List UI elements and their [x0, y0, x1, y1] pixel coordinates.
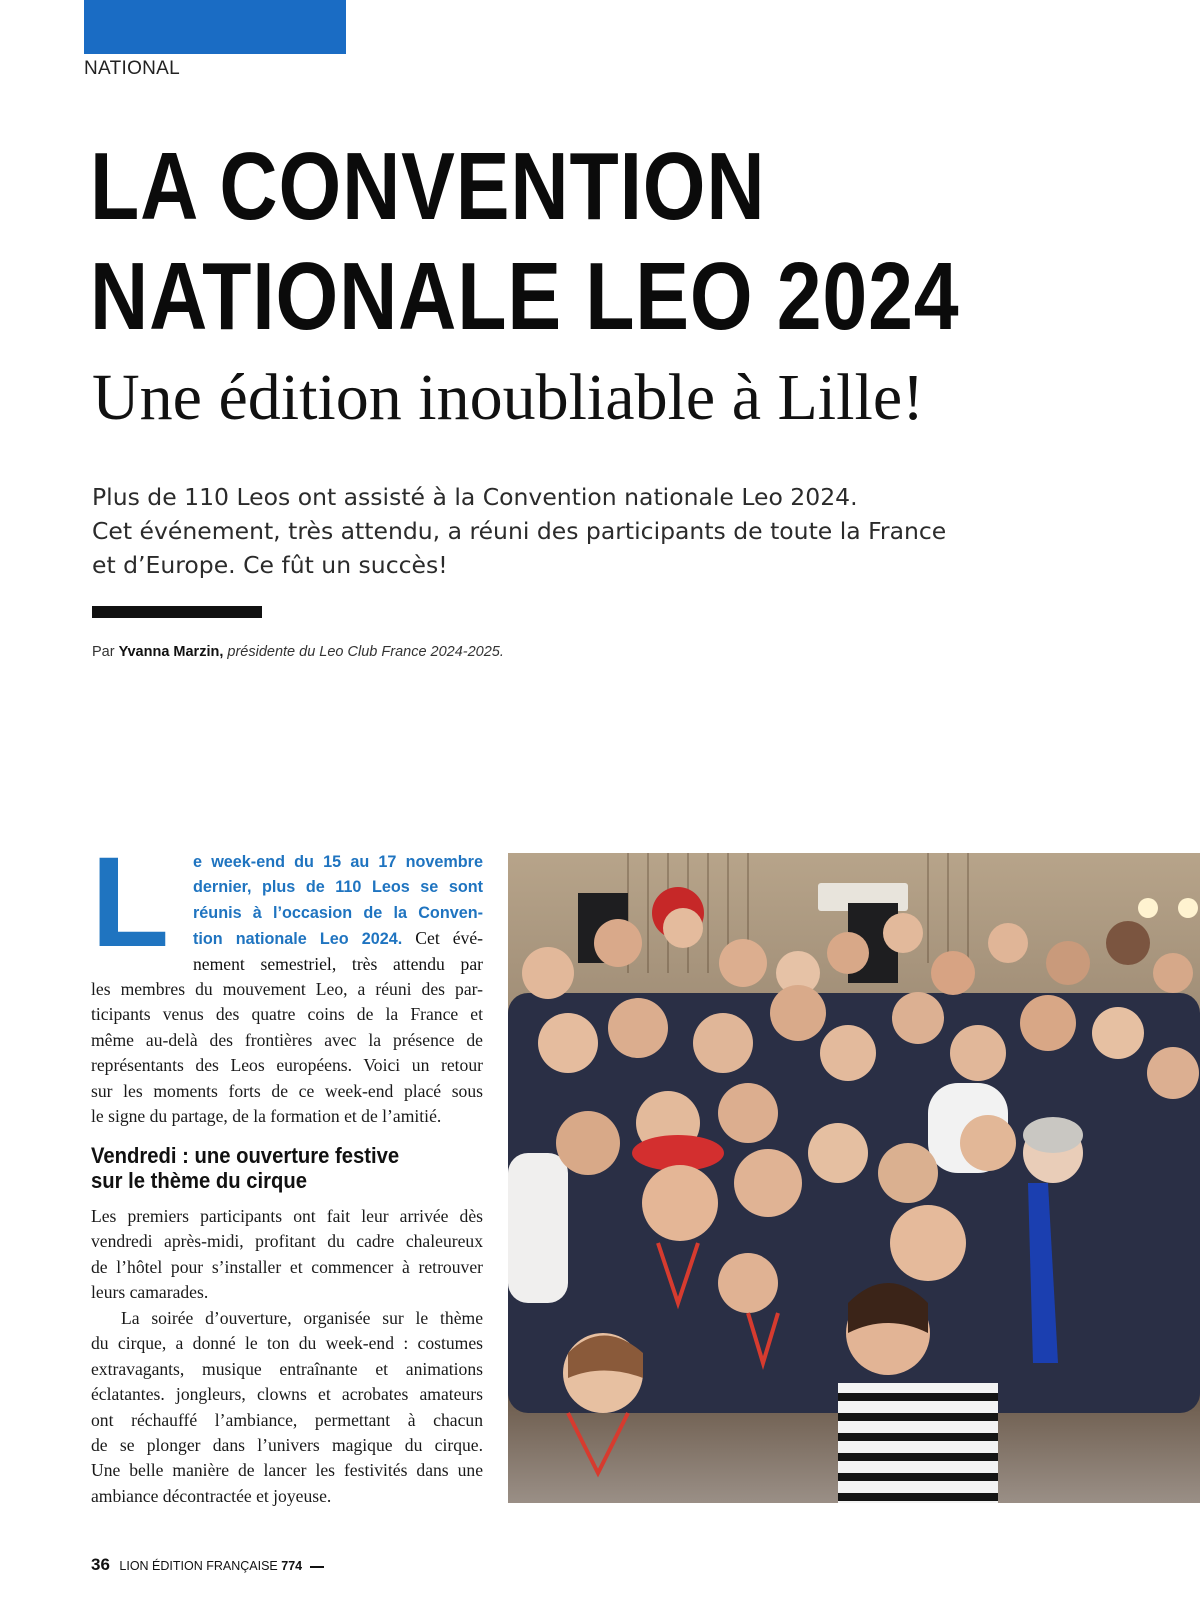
page-number: 36: [91, 1555, 110, 1574]
lede-text: tion nationale Leo 2024.: [193, 930, 403, 949]
body-line: éclatantes. jongleurs, clowns et acrobates amateurs: [91, 1384, 483, 1405]
body-line: ticipants venus des quatre coins de la France et: [91, 1004, 483, 1025]
section-label: NATIONAL: [84, 58, 181, 79]
body-line: extravagants, musique entraînante et animations: [91, 1358, 483, 1379]
body-line: les membres du mouvement Leo, a réuni des par-: [91, 979, 483, 999]
body-line: Une belle manière de lancer les festivités dans une: [91, 1460, 483, 1481]
title-line-1: LA CONVENTION: [90, 133, 766, 240]
page-footer: [91, 1555, 324, 1575]
intro-line: et d’Europe. Ce fût un succès!: [92, 551, 448, 579]
body-line: de l’hôtel pour s’installer et commencer à retrouver: [91, 1256, 483, 1277]
section-heading: [91, 1143, 399, 1193]
body-paragraph-3: [91, 1306, 483, 1509]
body-line: même au-delà des frontières avec la présence de: [91, 1029, 483, 1050]
group-photo-illustration: [508, 853, 1200, 1503]
body-paragraph-1: [91, 977, 483, 1129]
lede-paragraph: [193, 850, 483, 977]
lede-line: dernier, plus de 110 Leos se sont: [193, 878, 483, 897]
byline-author: Yvanna Marzin,: [118, 644, 224, 660]
intro-line: Cet événement, très attendu, a réuni des participants de toute la France: [92, 517, 947, 545]
body-line: de se plonger dans l’univers magique du cirque.: [91, 1434, 483, 1455]
body-line: leurs camarades.: [91, 1282, 209, 1303]
divider-rule: [92, 606, 262, 618]
body-line: du cirque, a donné le ton du week-end : costumes: [91, 1333, 483, 1354]
drop-cap-letter: L: [91, 850, 170, 950]
body-line: vendredi après-midi, profitant du cadre chaleureux: [91, 1231, 483, 1252]
lede-line: e week-end du 15 au 17 novembre: [193, 853, 483, 871]
body-line: représentants des Leos européens. Voici un retour: [91, 1055, 483, 1076]
drop-cap: [91, 850, 179, 950]
intro-paragraph: [92, 480, 972, 582]
body-line: ont réchauffé l’ambiance, permettant à chacun: [91, 1409, 483, 1430]
body-line: ambiance décontractée et joyeuse.: [91, 1485, 332, 1506]
section-color-tab: [84, 0, 346, 54]
article-subtitle: Une édition inoubliable à Lille!: [92, 361, 925, 434]
body-line: sur les moments forts de ce week-end placé sous: [91, 1080, 483, 1101]
body-line: La soirée d’ouverture, organisée sur le thème: [121, 1308, 483, 1328]
body-line: le signe du partage, de la formation et de l’amitié.: [91, 1105, 442, 1126]
body-line: nement semestriel, très attendu par: [193, 953, 483, 974]
publication-name: LION ÉDITION FRANÇAISE: [119, 1559, 278, 1573]
byline-role: présidente du Leo Club France 2024-2025.: [227, 644, 504, 660]
group-photo: [508, 853, 1200, 1503]
body-paragraph-2: [91, 1204, 483, 1306]
issue-number: 774: [281, 1559, 303, 1573]
section-heading-line: sur le thème du cirque: [91, 1168, 307, 1193]
title-line-2: NATIONALE LEO 2024: [90, 243, 960, 350]
intro-line: Plus de 110 Leos ont assisté à la Convention nationale Leo 2024.: [92, 483, 858, 511]
section-heading-line: Vendredi : une ouverture festive: [91, 1143, 400, 1168]
footer-dash: [310, 1566, 324, 1568]
article-title: [90, 132, 959, 352]
body-line: Les premiers participants ont fait leur arrivée dès: [91, 1206, 483, 1226]
body-text: Cet évé-: [415, 928, 483, 949]
byline-prefix: Par: [92, 644, 115, 660]
lede-line-mixed: [193, 926, 483, 951]
lede-line: réunis à l’occasion de la Conven-: [193, 903, 483, 922]
byline: [92, 644, 504, 660]
